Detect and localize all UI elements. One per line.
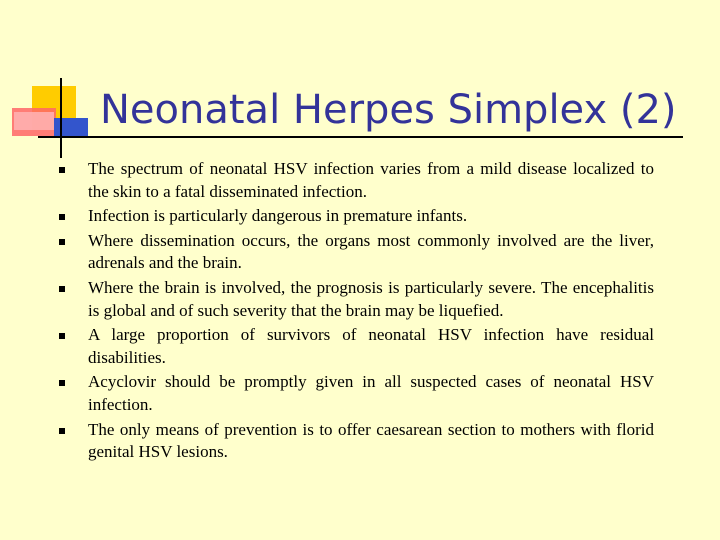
bullet-item — [56, 419, 654, 464]
square-bullet-icon — [59, 239, 65, 245]
bullet-item — [56, 371, 654, 416]
decorative-vertical-line — [60, 78, 62, 158]
bullet-item — [56, 324, 654, 369]
slide-title: Neonatal Herpes Simplex (2) — [100, 87, 677, 133]
decorative-pink-bar — [14, 112, 54, 130]
bullet-item — [56, 277, 654, 322]
bullet-item — [56, 205, 654, 228]
square-bullet-icon — [59, 286, 65, 292]
square-bullet-icon — [59, 380, 65, 386]
bullet-list — [56, 158, 654, 466]
bullet-text: Acyclovir should be promptly given in all suspected cases of neonatal HSV infection. — [88, 372, 654, 414]
bullet-text: Where dissemination occurs, the organs most commonly involved are the liver, adrenals and the brain. — [88, 230, 654, 273]
square-bullet-icon — [59, 333, 65, 339]
bullet-text: Infection is particularly dangerous in premature infants. — [88, 206, 468, 226]
bullet-item — [56, 158, 654, 203]
bullet-item — [56, 230, 654, 275]
square-bullet-icon — [59, 428, 65, 434]
square-bullet-icon — [59, 214, 65, 220]
bullet-text: The only means of prevention is to offer caesarean section to mothers with florid genital HSV lesions. — [88, 419, 654, 462]
bullet-text: A large proportion of survivors of neonatal HSV infection have residual disabilities. — [88, 325, 654, 367]
bullet-text: Where the brain is involved, the prognosis is particularly severe. The encephalitis is global and of such severity that the brain may be liquefied. — [88, 277, 654, 320]
bullet-text: The spectrum of neonatal HSV infection varies from a mild disease localized to the skin to a fatal disseminated infection. — [88, 159, 654, 201]
square-bullet-icon — [59, 167, 65, 173]
title-underline — [38, 136, 683, 138]
